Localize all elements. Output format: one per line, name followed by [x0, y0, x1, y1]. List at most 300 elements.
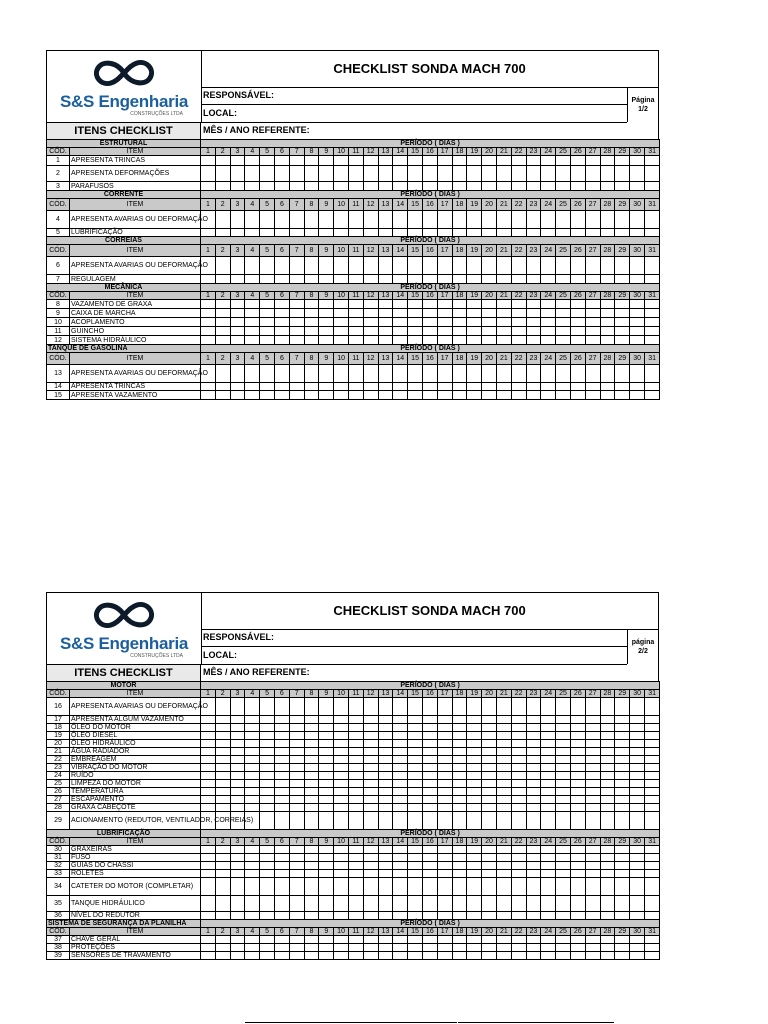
- check-cell[interactable]: [496, 944, 511, 952]
- check-cell[interactable]: [334, 952, 349, 960]
- check-cell[interactable]: [496, 300, 511, 309]
- check-cell[interactable]: [585, 365, 600, 383]
- check-cell[interactable]: [526, 257, 541, 275]
- check-cell[interactable]: [452, 862, 467, 870]
- check-cell[interactable]: [378, 952, 393, 960]
- check-cell[interactable]: [348, 862, 363, 870]
- check-cell[interactable]: [630, 327, 645, 336]
- check-cell[interactable]: [319, 156, 334, 166]
- check-cell[interactable]: [408, 156, 423, 166]
- check-cell[interactable]: [230, 748, 245, 756]
- check-cell[interactable]: [245, 300, 260, 309]
- check-cell[interactable]: [304, 309, 319, 318]
- check-cell[interactable]: [615, 365, 630, 383]
- check-cell[interactable]: [615, 732, 630, 740]
- check-cell[interactable]: [600, 846, 615, 854]
- check-cell[interactable]: [393, 318, 408, 327]
- check-cell[interactable]: [363, 862, 378, 870]
- check-cell[interactable]: [230, 944, 245, 952]
- check-cell[interactable]: [393, 156, 408, 166]
- check-cell[interactable]: [304, 862, 319, 870]
- check-cell[interactable]: [348, 365, 363, 383]
- check-cell[interactable]: [319, 772, 334, 780]
- check-cell[interactable]: [482, 846, 497, 854]
- check-cell[interactable]: [482, 756, 497, 764]
- check-cell[interactable]: [304, 156, 319, 166]
- check-cell[interactable]: [348, 788, 363, 796]
- check-cell[interactable]: [585, 300, 600, 309]
- check-cell[interactable]: [363, 944, 378, 952]
- check-cell[interactable]: [230, 275, 245, 284]
- check-cell[interactable]: [334, 804, 349, 812]
- check-cell[interactable]: [570, 318, 585, 327]
- check-cell[interactable]: [260, 878, 275, 896]
- check-cell[interactable]: [496, 870, 511, 878]
- check-cell[interactable]: [570, 796, 585, 804]
- check-cell[interactable]: [482, 336, 497, 345]
- check-cell[interactable]: [630, 309, 645, 318]
- check-cell[interactable]: [630, 698, 645, 716]
- check-cell[interactable]: [393, 846, 408, 854]
- check-cell[interactable]: [408, 764, 423, 772]
- check-cell[interactable]: [408, 732, 423, 740]
- check-cell[interactable]: [600, 870, 615, 878]
- check-cell[interactable]: [511, 936, 526, 944]
- check-cell[interactable]: [585, 878, 600, 896]
- check-cell[interactable]: [408, 896, 423, 912]
- check-cell[interactable]: [319, 732, 334, 740]
- check-cell[interactable]: [230, 912, 245, 920]
- check-cell[interactable]: [230, 318, 245, 327]
- check-cell[interactable]: [526, 391, 541, 400]
- check-cell[interactable]: [289, 780, 304, 788]
- check-cell[interactable]: [526, 936, 541, 944]
- check-cell[interactable]: [408, 327, 423, 336]
- check-cell[interactable]: [482, 275, 497, 284]
- check-cell[interactable]: [615, 854, 630, 862]
- check-cell[interactable]: [556, 772, 571, 780]
- check-cell[interactable]: [645, 846, 660, 854]
- check-cell[interactable]: [319, 716, 334, 724]
- check-cell[interactable]: [378, 300, 393, 309]
- check-cell[interactable]: [348, 309, 363, 318]
- check-cell[interactable]: [393, 740, 408, 748]
- check-cell[interactable]: [215, 257, 230, 275]
- check-cell[interactable]: [215, 788, 230, 796]
- check-cell[interactable]: [289, 211, 304, 229]
- check-cell[interactable]: [600, 748, 615, 756]
- check-cell[interactable]: [245, 724, 260, 732]
- check-cell[interactable]: [556, 748, 571, 756]
- check-cell[interactable]: [615, 912, 630, 920]
- check-cell[interactable]: [556, 257, 571, 275]
- check-cell[interactable]: [363, 772, 378, 780]
- check-cell[interactable]: [422, 756, 437, 764]
- check-cell[interactable]: [215, 716, 230, 724]
- check-cell[interactable]: [348, 756, 363, 764]
- check-cell[interactable]: [630, 854, 645, 862]
- check-cell[interactable]: [526, 724, 541, 732]
- check-cell[interactable]: [378, 309, 393, 318]
- check-cell[interactable]: [630, 862, 645, 870]
- check-cell[interactable]: [260, 756, 275, 764]
- check-cell[interactable]: [467, 862, 482, 870]
- check-cell[interactable]: [348, 780, 363, 788]
- check-cell[interactable]: [526, 166, 541, 182]
- check-cell[interactable]: [511, 944, 526, 952]
- check-cell[interactable]: [274, 944, 289, 952]
- check-cell[interactable]: [630, 318, 645, 327]
- check-cell[interactable]: [363, 740, 378, 748]
- check-cell[interactable]: [645, 229, 660, 237]
- check-cell[interactable]: [630, 870, 645, 878]
- check-cell[interactable]: [615, 846, 630, 854]
- check-cell[interactable]: [260, 732, 275, 740]
- check-cell[interactable]: [452, 748, 467, 756]
- check-cell[interactable]: [630, 788, 645, 796]
- check-cell[interactable]: [393, 896, 408, 912]
- check-cell[interactable]: [304, 391, 319, 400]
- check-cell[interactable]: [541, 166, 556, 182]
- check-cell[interactable]: [467, 912, 482, 920]
- check-cell[interactable]: [215, 309, 230, 318]
- check-cell[interactable]: [467, 309, 482, 318]
- check-cell[interactable]: [511, 698, 526, 716]
- check-cell[interactable]: [526, 772, 541, 780]
- check-cell[interactable]: [496, 756, 511, 764]
- check-cell[interactable]: [408, 716, 423, 724]
- check-cell[interactable]: [260, 716, 275, 724]
- check-cell[interactable]: [615, 182, 630, 191]
- check-cell[interactable]: [289, 156, 304, 166]
- check-cell[interactable]: [437, 772, 452, 780]
- check-cell[interactable]: [393, 166, 408, 182]
- check-cell[interactable]: [274, 764, 289, 772]
- check-cell[interactable]: [600, 944, 615, 952]
- check-cell[interactable]: [393, 327, 408, 336]
- check-cell[interactable]: [526, 854, 541, 862]
- check-cell[interactable]: [467, 716, 482, 724]
- check-cell[interactable]: [482, 724, 497, 732]
- check-cell[interactable]: [630, 780, 645, 788]
- check-cell[interactable]: [511, 365, 526, 383]
- check-cell[interactable]: [511, 724, 526, 732]
- check-cell[interactable]: [274, 804, 289, 812]
- check-cell[interactable]: [304, 257, 319, 275]
- check-cell[interactable]: [289, 944, 304, 952]
- check-cell[interactable]: [467, 391, 482, 400]
- check-cell[interactable]: [408, 257, 423, 275]
- check-cell[interactable]: [215, 756, 230, 764]
- check-cell[interactable]: [452, 912, 467, 920]
- check-cell[interactable]: [541, 309, 556, 318]
- check-cell[interactable]: [496, 878, 511, 896]
- check-cell[interactable]: [393, 756, 408, 764]
- check-cell[interactable]: [645, 698, 660, 716]
- check-cell[interactable]: [319, 896, 334, 912]
- check-cell[interactable]: [600, 740, 615, 748]
- check-cell[interactable]: [245, 166, 260, 182]
- check-cell[interactable]: [393, 182, 408, 191]
- check-cell[interactable]: [645, 724, 660, 732]
- check-cell[interactable]: [482, 257, 497, 275]
- check-cell[interactable]: [319, 740, 334, 748]
- check-cell[interactable]: [334, 716, 349, 724]
- check-cell[interactable]: [422, 309, 437, 318]
- check-cell[interactable]: [496, 788, 511, 796]
- check-cell[interactable]: [422, 229, 437, 237]
- check-cell[interactable]: [570, 327, 585, 336]
- check-cell[interactable]: [393, 698, 408, 716]
- check-cell[interactable]: [334, 229, 349, 237]
- check-cell[interactable]: [615, 780, 630, 788]
- check-cell[interactable]: [334, 756, 349, 764]
- check-cell[interactable]: [556, 166, 571, 182]
- check-cell[interactable]: [615, 748, 630, 756]
- check-cell[interactable]: [600, 318, 615, 327]
- check-cell[interactable]: [201, 804, 216, 812]
- check-cell[interactable]: [215, 229, 230, 237]
- check-cell[interactable]: [215, 896, 230, 912]
- check-cell[interactable]: [496, 854, 511, 862]
- check-cell[interactable]: [526, 182, 541, 191]
- check-cell[interactable]: [570, 182, 585, 191]
- check-cell[interactable]: [615, 327, 630, 336]
- check-cell[interactable]: [260, 182, 275, 191]
- check-cell[interactable]: [570, 716, 585, 724]
- check-cell[interactable]: [422, 870, 437, 878]
- check-cell[interactable]: [526, 211, 541, 229]
- check-cell[interactable]: [201, 944, 216, 952]
- check-cell[interactable]: [585, 724, 600, 732]
- check-cell[interactable]: [467, 788, 482, 796]
- check-cell[interactable]: [393, 854, 408, 862]
- check-cell[interactable]: [289, 336, 304, 345]
- check-cell[interactable]: [645, 300, 660, 309]
- check-cell[interactable]: [274, 724, 289, 732]
- check-cell[interactable]: [585, 275, 600, 284]
- check-cell[interactable]: [615, 812, 630, 830]
- check-cell[interactable]: [467, 336, 482, 345]
- check-cell[interactable]: [260, 804, 275, 812]
- check-cell[interactable]: [215, 166, 230, 182]
- check-cell[interactable]: [570, 862, 585, 870]
- check-cell[interactable]: [482, 383, 497, 391]
- check-cell[interactable]: [496, 764, 511, 772]
- check-cell[interactable]: [393, 732, 408, 740]
- check-cell[interactable]: [245, 870, 260, 878]
- check-cell[interactable]: [348, 846, 363, 854]
- check-cell[interactable]: [511, 229, 526, 237]
- check-cell[interactable]: [630, 156, 645, 166]
- check-cell[interactable]: [570, 229, 585, 237]
- check-cell[interactable]: [334, 772, 349, 780]
- check-cell[interactable]: [334, 944, 349, 952]
- check-cell[interactable]: [585, 756, 600, 764]
- check-cell[interactable]: [585, 944, 600, 952]
- check-cell[interactable]: [334, 748, 349, 756]
- check-cell[interactable]: [437, 788, 452, 796]
- check-cell[interactable]: [467, 870, 482, 878]
- check-cell[interactable]: [541, 383, 556, 391]
- check-cell[interactable]: [570, 309, 585, 318]
- check-cell[interactable]: [201, 862, 216, 870]
- check-cell[interactable]: [570, 740, 585, 748]
- check-cell[interactable]: [452, 336, 467, 345]
- check-cell[interactable]: [274, 756, 289, 764]
- check-cell[interactable]: [585, 870, 600, 878]
- check-cell[interactable]: [511, 336, 526, 345]
- check-cell[interactable]: [289, 896, 304, 912]
- check-cell[interactable]: [467, 365, 482, 383]
- check-cell[interactable]: [511, 780, 526, 788]
- check-cell[interactable]: [511, 912, 526, 920]
- check-cell[interactable]: [496, 318, 511, 327]
- check-cell[interactable]: [467, 780, 482, 788]
- check-cell[interactable]: [245, 788, 260, 796]
- check-cell[interactable]: [334, 318, 349, 327]
- check-cell[interactable]: [467, 383, 482, 391]
- check-cell[interactable]: [304, 796, 319, 804]
- check-cell[interactable]: [452, 698, 467, 716]
- check-cell[interactable]: [511, 383, 526, 391]
- check-cell[interactable]: [393, 391, 408, 400]
- check-cell[interactable]: [230, 740, 245, 748]
- check-cell[interactable]: [363, 732, 378, 740]
- check-cell[interactable]: [496, 724, 511, 732]
- check-cell[interactable]: [645, 275, 660, 284]
- check-cell[interactable]: [467, 211, 482, 229]
- check-cell[interactable]: [526, 756, 541, 764]
- check-cell[interactable]: [363, 896, 378, 912]
- check-cell[interactable]: [408, 912, 423, 920]
- check-cell[interactable]: [437, 764, 452, 772]
- check-cell[interactable]: [556, 229, 571, 237]
- check-cell[interactable]: [304, 764, 319, 772]
- check-cell[interactable]: [275, 391, 290, 400]
- check-cell[interactable]: [422, 796, 437, 804]
- check-cell[interactable]: [319, 391, 334, 400]
- check-cell[interactable]: [482, 896, 497, 912]
- check-cell[interactable]: [304, 952, 319, 960]
- check-cell[interactable]: [230, 327, 245, 336]
- check-cell[interactable]: [541, 772, 556, 780]
- check-cell[interactable]: [215, 878, 230, 896]
- check-cell[interactable]: [260, 698, 275, 716]
- check-cell[interactable]: [496, 862, 511, 870]
- check-cell[interactable]: [526, 275, 541, 284]
- check-cell[interactable]: [585, 327, 600, 336]
- check-cell[interactable]: [511, 804, 526, 812]
- check-cell[interactable]: [215, 318, 230, 327]
- check-cell[interactable]: [541, 748, 556, 756]
- check-cell[interactable]: [511, 156, 526, 166]
- check-cell[interactable]: [304, 870, 319, 878]
- check-cell[interactable]: [215, 854, 230, 862]
- check-cell[interactable]: [201, 732, 216, 740]
- check-cell[interactable]: [630, 724, 645, 732]
- check-cell[interactable]: [334, 764, 349, 772]
- check-cell[interactable]: [348, 772, 363, 780]
- check-cell[interactable]: [615, 309, 630, 318]
- check-cell[interactable]: [630, 182, 645, 191]
- check-cell[interactable]: [630, 748, 645, 756]
- check-cell[interactable]: [630, 896, 645, 912]
- check-cell[interactable]: [422, 327, 437, 336]
- check-cell[interactable]: [496, 229, 511, 237]
- check-cell[interactable]: [378, 716, 393, 724]
- check-cell[interactable]: [304, 896, 319, 912]
- check-cell[interactable]: [556, 327, 571, 336]
- check-cell[interactable]: [319, 300, 334, 309]
- check-cell[interactable]: [230, 257, 245, 275]
- check-cell[interactable]: [526, 327, 541, 336]
- check-cell[interactable]: [600, 788, 615, 796]
- check-cell[interactable]: [348, 318, 363, 327]
- check-cell[interactable]: [334, 300, 349, 309]
- check-cell[interactable]: [541, 275, 556, 284]
- check-cell[interactable]: [201, 391, 216, 400]
- check-cell[interactable]: [275, 275, 290, 284]
- check-cell[interactable]: [556, 309, 571, 318]
- check-cell[interactable]: [541, 878, 556, 896]
- check-cell[interactable]: [348, 156, 363, 166]
- check-cell[interactable]: [556, 796, 571, 804]
- check-cell[interactable]: [541, 365, 556, 383]
- check-cell[interactable]: [289, 365, 304, 383]
- check-cell[interactable]: [422, 788, 437, 796]
- check-cell[interactable]: [201, 275, 216, 284]
- check-cell[interactable]: [526, 740, 541, 748]
- check-cell[interactable]: [230, 166, 245, 182]
- check-cell[interactable]: [422, 764, 437, 772]
- check-cell[interactable]: [245, 211, 260, 229]
- check-cell[interactable]: [600, 716, 615, 724]
- check-cell[interactable]: [600, 309, 615, 318]
- check-cell[interactable]: [378, 756, 393, 764]
- check-cell[interactable]: [230, 182, 245, 191]
- check-cell[interactable]: [437, 229, 452, 237]
- check-cell[interactable]: [437, 896, 452, 912]
- check-cell[interactable]: [215, 383, 230, 391]
- check-cell[interactable]: [275, 383, 290, 391]
- check-cell[interactable]: [511, 391, 526, 400]
- check-cell[interactable]: [482, 698, 497, 716]
- check-cell[interactable]: [541, 862, 556, 870]
- check-cell[interactable]: [645, 732, 660, 740]
- check-cell[interactable]: [600, 912, 615, 920]
- check-cell[interactable]: [408, 952, 423, 960]
- check-cell[interactable]: [348, 391, 363, 400]
- check-cell[interactable]: [452, 846, 467, 854]
- check-cell[interactable]: [556, 182, 571, 191]
- check-cell[interactable]: [319, 257, 334, 275]
- check-cell[interactable]: [304, 327, 319, 336]
- check-cell[interactable]: [319, 796, 334, 804]
- check-cell[interactable]: [467, 854, 482, 862]
- check-cell[interactable]: [289, 391, 304, 400]
- check-cell[interactable]: [437, 912, 452, 920]
- check-cell[interactable]: [511, 211, 526, 229]
- check-cell[interactable]: [585, 383, 600, 391]
- check-cell[interactable]: [363, 383, 378, 391]
- check-cell[interactable]: [304, 912, 319, 920]
- check-cell[interactable]: [541, 391, 556, 400]
- check-cell[interactable]: [437, 383, 452, 391]
- check-cell[interactable]: [600, 804, 615, 812]
- check-cell[interactable]: [289, 318, 304, 327]
- check-cell[interactable]: [408, 229, 423, 237]
